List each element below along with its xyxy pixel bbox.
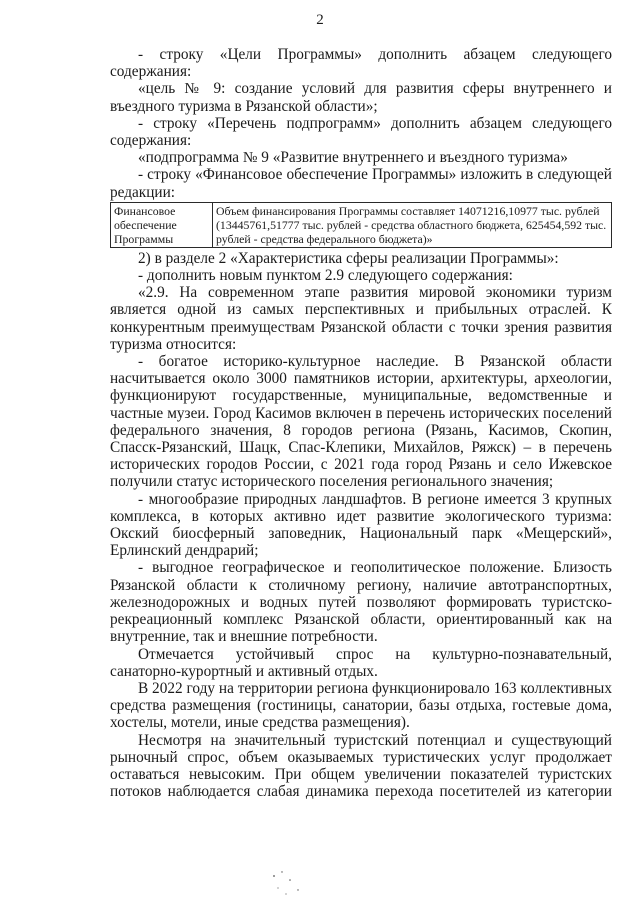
paragraph-demand: Отмечается устойчивый спрос на культурно-познавательный, санаторно-курортный и активный отдых. [110, 645, 612, 680]
paragraph-add-item: - дополнить новым пунктом 2.9 следующего содержания: [138, 267, 513, 285]
paragraph-subprogram-9: «подпрограмма № 9 «Развитие внутреннего и въездного туризма» [138, 149, 568, 167]
paragraph-subprograms-row: - строку «Перечень подпрограмм» дополнить абзацем следующего содержания: [110, 114, 612, 150]
paragraph-accommodation: В 2022 году на территории региона функционировало 163 коллективных средства размещения (гостиницы, санатории, базы отдыха, гостевые дома, хостелы, мотели, иные средства размещения). [110, 679, 612, 732]
page-number: 2 [316, 12, 324, 28]
paragraph-location: - выгодное географическое и геополитическое положение. Близость Рязанской области к столичному региону, наличие автотранспортных, железнодорожных и водных путей позволяют формировать туристско-рекреационный комплекс Рязанской области, ориентированный как на внутренние, так и внешние потребности. [110, 559, 612, 646]
table-row [111, 202, 612, 247]
paragraph-landscapes: - многообразие природных ландшафтов. В регионе имеется 3 крупных комплекса, в которых активно идет развитие экологического туризма: Окский биосферный заповедник, Национальный парк «Мещерский», Ерлинский дендрарий; [110, 490, 612, 560]
paragraph-goals-row: - строку «Цели Программы» дополнить абзацем следующего содержания: [110, 46, 612, 81]
funding-table [110, 202, 612, 248]
paragraph-section-2: 2) в разделе 2 «Характеристика сферы реализации Программы»: [138, 249, 559, 267]
paragraph-goal-9: «цель № 9: создание условий для развития сферы внутреннего и въездного туризма в Рязанской области»; [110, 80, 612, 115]
paragraph-funding-row: - строку «Финансовое обеспечение Программы» изложить в следующей редакции: [110, 166, 612, 201]
paragraph-heritage: - богатое историко-культурное наследие. В Рязанской области насчитывается около 3000 памятников истории, архитектуры, археологии, функционируют государственные, муниципальные, ведомственные и частные музеи. Город Касимов включен в перечень исторических поселений федерального значения, 8 городов региона (Рязань, Касимов, Скопин, Спасск-Рязанский, Шацк, Спас-Клепики, Михайлов, Ряжск) – в перечень исторических городов России, с 2021 года город Рязань и село Ижевское получили статус исторического поселения регионального значения; [110, 353, 612, 491]
paragraph-potential: Несмотря на значительный туристский потенциал и существующий рыночный спрос, объем оказываемых туристических услуг продолжает оставаться невысоким. При общем увеличении показателей туристских потоков наблюдается слабая динамика перехода посетителей из категории [110, 731, 612, 801]
document-body [110, 46, 612, 800]
funding-label-cell: Финансовое обеспечение Программы [111, 202, 213, 247]
scan-specks [268, 868, 308, 898]
paragraph-item-2-9: «2.9. На современном этапе развития мировой экономики туризм является одной из самых перспективных и прибыльных отраслей. К конкурентным преимуществам Рязанской области с точки зрения развития туризма относится: [110, 284, 612, 353]
funding-value-cell: Объем финансирования Программы составляет 14071216,10977 тыс. рублей (13445761,51777 тыс. рублей - средства областного бюджета, 625454,592 тыс. рублей - средства федерального бюджета)» [213, 202, 612, 247]
